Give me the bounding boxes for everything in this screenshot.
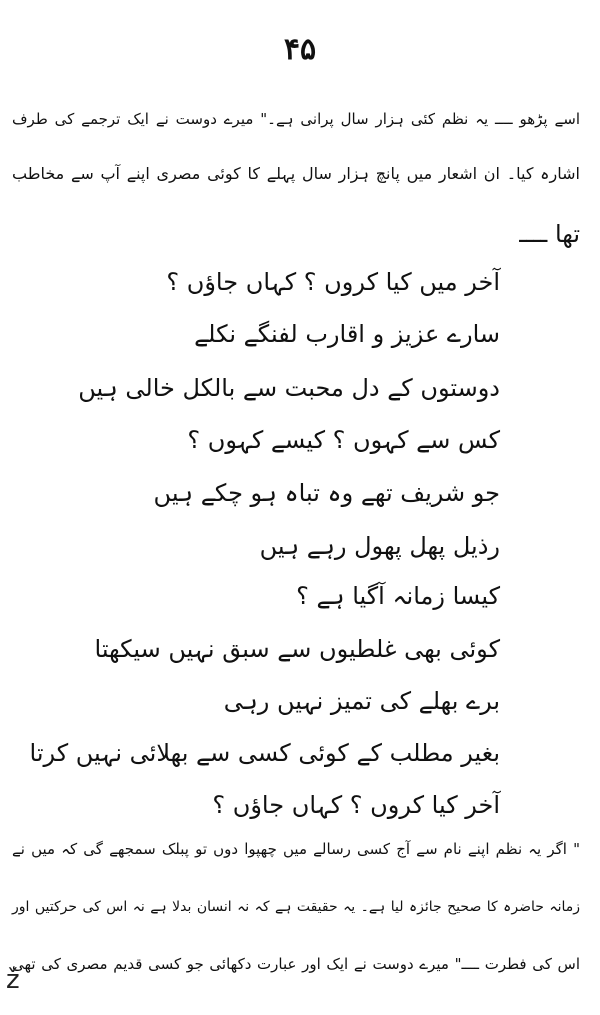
outro-line-2: زمانہ حاضرہ کا صحیح جائزہ لیا ہے۔ یہ حقیقت ہے کہ نہ انسان بدلا ہے نہ اس کی حرکتیں اور [12,899,580,915]
poem-line-1: آخر میں کیا کروں ؟ کہاں جاؤں ؟ [166,268,500,296]
poem-line-5: جو شریف تھے وہ تباہ ہو چکے ہیں [153,479,500,507]
poem-line-10: بغیر مطلب کے کوئی کسی سے بھلائی نہیں کرتا [29,739,500,767]
poem-line-8: کوئی بھی غلطیوں سے سبق نہیں سیکھتا [94,635,500,663]
poem-line-4: کس سے کہوں ؟ کیسے کہوں ؟ [187,426,500,454]
intro-line-3: تھا ــــ [519,220,580,248]
margin-mark: ž [6,965,20,995]
outro-line-1: " اگر یہ نظم اپنے نام سے آج کسی رسالے میں چھپوا دوں تو پبلک سمجھے گی کہ میں نے [12,840,580,858]
poem-line-7: کیسا زمانہ آگیا ہے ؟ [296,582,500,610]
poem-line-3: دوستوں کے دل محبت سے بالکل خالی ہیں [78,374,500,402]
poem-line-11: آخر کیا کروں ؟ کہاں جاؤں ؟ [212,791,500,819]
intro-line-1: اسے پڑھو ــــ یہ نظم کئی ہزار سال پرانی ہے۔" میرے دوست نے ایک ترجمے کی طرف [12,110,580,128]
outro-line-3: اس کی فطرت ــــ" میرے دوست نے ایک اور عبارت دکھائی جو کسی قدیم مصری کی تھی [12,955,580,973]
poem-line-6: رذیل پھل پھول رہے ہیں [259,532,500,560]
poem-line-2: سارے عزیز و اقارب لفنگے نکلے [194,320,500,348]
poem-line-9: برے بھلے کی تمیز نہیں رہی [223,687,500,715]
page-number: ۴۵ [283,32,317,67]
intro-line-2: اشارہ کیا۔ ان اشعار میں پانچ ہزار سال پہلے کا کوئی مصری اپنے آپ سے مخاطب [12,164,580,183]
